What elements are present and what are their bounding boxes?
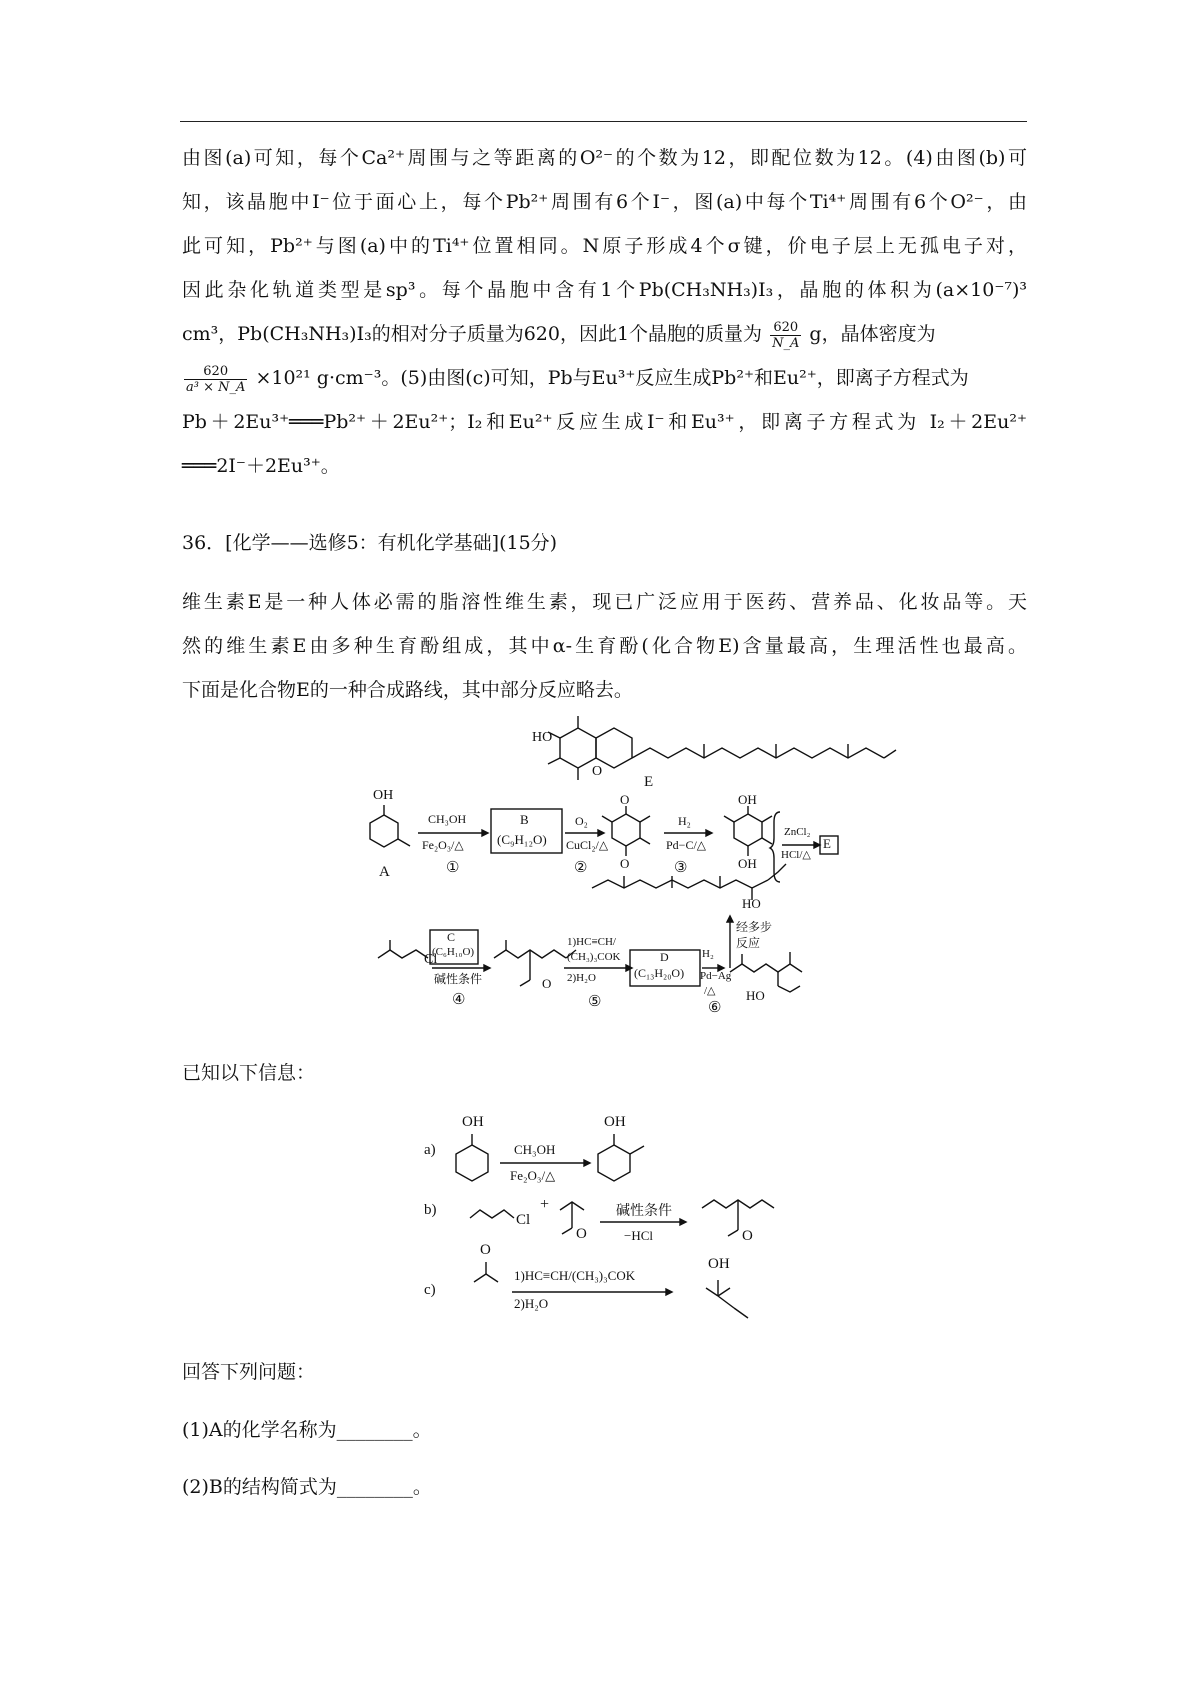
c-formula: (C₆H₁₀O) (432, 946, 475, 958)
known-a-label: a) (424, 1142, 436, 1158)
sub-question-1: (1)A的化学名称为________。 (182, 1419, 432, 1441)
ketone-structure (494, 940, 576, 986)
solution-line: Pb＋2Eu³⁺═══Pb²⁺＋2Eu²⁺；I₂和Eu²⁺反应生成I⁻和Eu³⁺，即离子方程式为 I₂＋2Eu²⁺ (182, 411, 1027, 433)
a-oh-label: OH (373, 788, 394, 803)
known-info-heading: 已知以下信息： (182, 1062, 316, 1084)
known-c-oh: OH (708, 1256, 730, 1272)
reagent-5-mid: (CH₃)₃COK (567, 951, 621, 963)
vinyl-alcohol-structure (730, 952, 802, 992)
question-title: 36．[化学——选修5：有机化学基础](15分) (182, 532, 558, 554)
quinone-structure (602, 806, 650, 856)
reagent-1-bottom: Fe₂O₃/△ (422, 838, 464, 852)
known-a-bottom: Fe₂O₃/△ (510, 1168, 556, 1183)
prenyl-chloride-structure (378, 940, 428, 958)
known-b-cl: Cl (516, 1212, 531, 1228)
fraction-numerator: 620 (770, 320, 801, 336)
reagent-6-mid: Pd−Ag (700, 970, 732, 982)
known-b-bottom: −HCl (624, 1228, 654, 1243)
known-b-plus: + (540, 1196, 550, 1213)
known-b-o-left: O (576, 1226, 587, 1242)
solution-line: 知，该晶胞中I⁻位于面心上，每个Pb²⁺周围有6个I⁻，图(a)中每个Ti⁴⁺周围有6个O²⁻，由 (182, 191, 1027, 213)
b-formula: (C₉H₁₂O) (497, 832, 547, 847)
c-box-label: C (447, 930, 456, 944)
quinone-o-top: O (620, 792, 630, 807)
cl-label: Cl (424, 952, 438, 967)
solution-text: ×10²¹ g·cm⁻³。(5)由图(c)可知，Pb与Eu³⁺反应生成Pb²⁺和Eu²⁺，即离子方程式为 (255, 367, 969, 389)
step-6-label: ⑥ (708, 1000, 722, 1016)
step-4-label: ④ (452, 992, 466, 1008)
solution-text: cm³，Pb(CH₃NH₃)I₃的相对分子质量为620，因此1个晶胞的质量为 (182, 323, 763, 345)
step-1-label: ① (446, 860, 460, 876)
alcohol-ho-label: HO (746, 988, 765, 1003)
reagent-1-top: CH₃OH (428, 812, 467, 826)
reagent-3-bottom: Pd−C/△ (666, 838, 707, 852)
hydroquinone-structure (724, 806, 772, 856)
known-c-o: O (480, 1242, 491, 1258)
d-box-label: D (660, 950, 669, 964)
solution-line: 因此杂化轨道类型是sp³。每个晶胞中含有1个Pb(CH₃NH₃)I₃，晶胞的体积为(a×10⁻⁷)³ (182, 279, 1027, 301)
intro-line: 然的维生素E由多种生育酚组成，其中α-生育酚(化合物E)含量最高，生理活性也最高。 (182, 635, 1027, 657)
known-b-top: 碱性条件 (616, 1204, 672, 1219)
solution-line: ═══2I⁻＋2Eu³⁺。 (182, 455, 340, 477)
intro-line: 下面是化合物E的一种合成路线，其中部分反应略去。 (182, 679, 633, 701)
multi-step-label: 经多步 (736, 920, 773, 934)
reagent-5-top: 1)HC≡CH/ (567, 936, 616, 948)
reagent-6-bottom: /△ (704, 985, 716, 997)
isophytol-ho-label: HO (742, 896, 761, 911)
reagent-4: 碱性条件 (434, 972, 483, 986)
reagent-5-bottom: 2)H₂O (567, 972, 596, 984)
solution-line: 由图(a)可知，每个Ca²⁺周围与之等距离的O²⁻的个数为12，即配位数为12。(4)由图(b)可 (182, 147, 1027, 169)
fraction-denominator: a³ × N_A (186, 379, 246, 395)
sub-question-2: (2)B的结构简式为________。 (182, 1476, 432, 1498)
b-box-label: B (520, 812, 529, 827)
hq-oh-top: OH (738, 792, 757, 807)
known-c-label: c) (424, 1282, 436, 1298)
reagent-2-bottom: CuCl₂/△ (566, 838, 609, 852)
known-b-label: b) (424, 1202, 437, 1218)
known-a-oh-left: OH (462, 1114, 484, 1130)
step-5-label: ⑤ (588, 994, 602, 1010)
solution-line: 此可知，Pb²⁺与图(a)中的Ti⁴⁺位置相同。N原子形成4个σ键，价电子层上无孤电子对， (182, 235, 1027, 257)
known-c-bottom: 2)H₂O (514, 1296, 549, 1311)
compound-a-structure (370, 805, 410, 847)
d-formula: (C₁₃H₂₀O) (634, 966, 685, 980)
multi-step-label-2: 反应 (736, 936, 761, 950)
ketone-o-label: O (542, 976, 552, 991)
ring-o-label: O (592, 764, 603, 779)
known-b-o-right: O (742, 1228, 753, 1244)
hq-oh-bottom: OH (738, 856, 757, 871)
known-a-oh-right: OH (604, 1114, 626, 1130)
solution-text: g，晶体密度为 (809, 323, 936, 345)
product-e-label: E (644, 774, 654, 790)
known-a-top: CH₃OH (514, 1142, 556, 1157)
reagent-6-top: H₂ (702, 948, 714, 960)
step-3-label: ③ (674, 860, 688, 876)
known-c-top: 1)HC≡CH/(CH₃)₃COK (514, 1268, 636, 1283)
reagent-zn-bottom: HCl/△ (781, 849, 811, 861)
reagent-3-top: H₂ (678, 814, 691, 828)
fraction-denominator: N_A (772, 335, 800, 351)
e-box-label: E (823, 836, 831, 851)
ho-label: HO (532, 730, 553, 745)
quinone-o-bottom: O (620, 856, 630, 871)
fraction-numerator: 620 (184, 364, 247, 380)
step-2-label: ② (574, 860, 588, 876)
reagent-zn-top: ZnCl₂ (784, 826, 811, 838)
compound-a-label: A (379, 864, 390, 880)
reagent-2-top: O₂ (575, 814, 588, 828)
answer-prompt: 回答下列问题： (182, 1361, 316, 1383)
intro-line: 维生素E是一种人体必需的脂溶性维生素，现已广泛应用于医药、营养品、化妆品等。天 (182, 591, 1027, 613)
